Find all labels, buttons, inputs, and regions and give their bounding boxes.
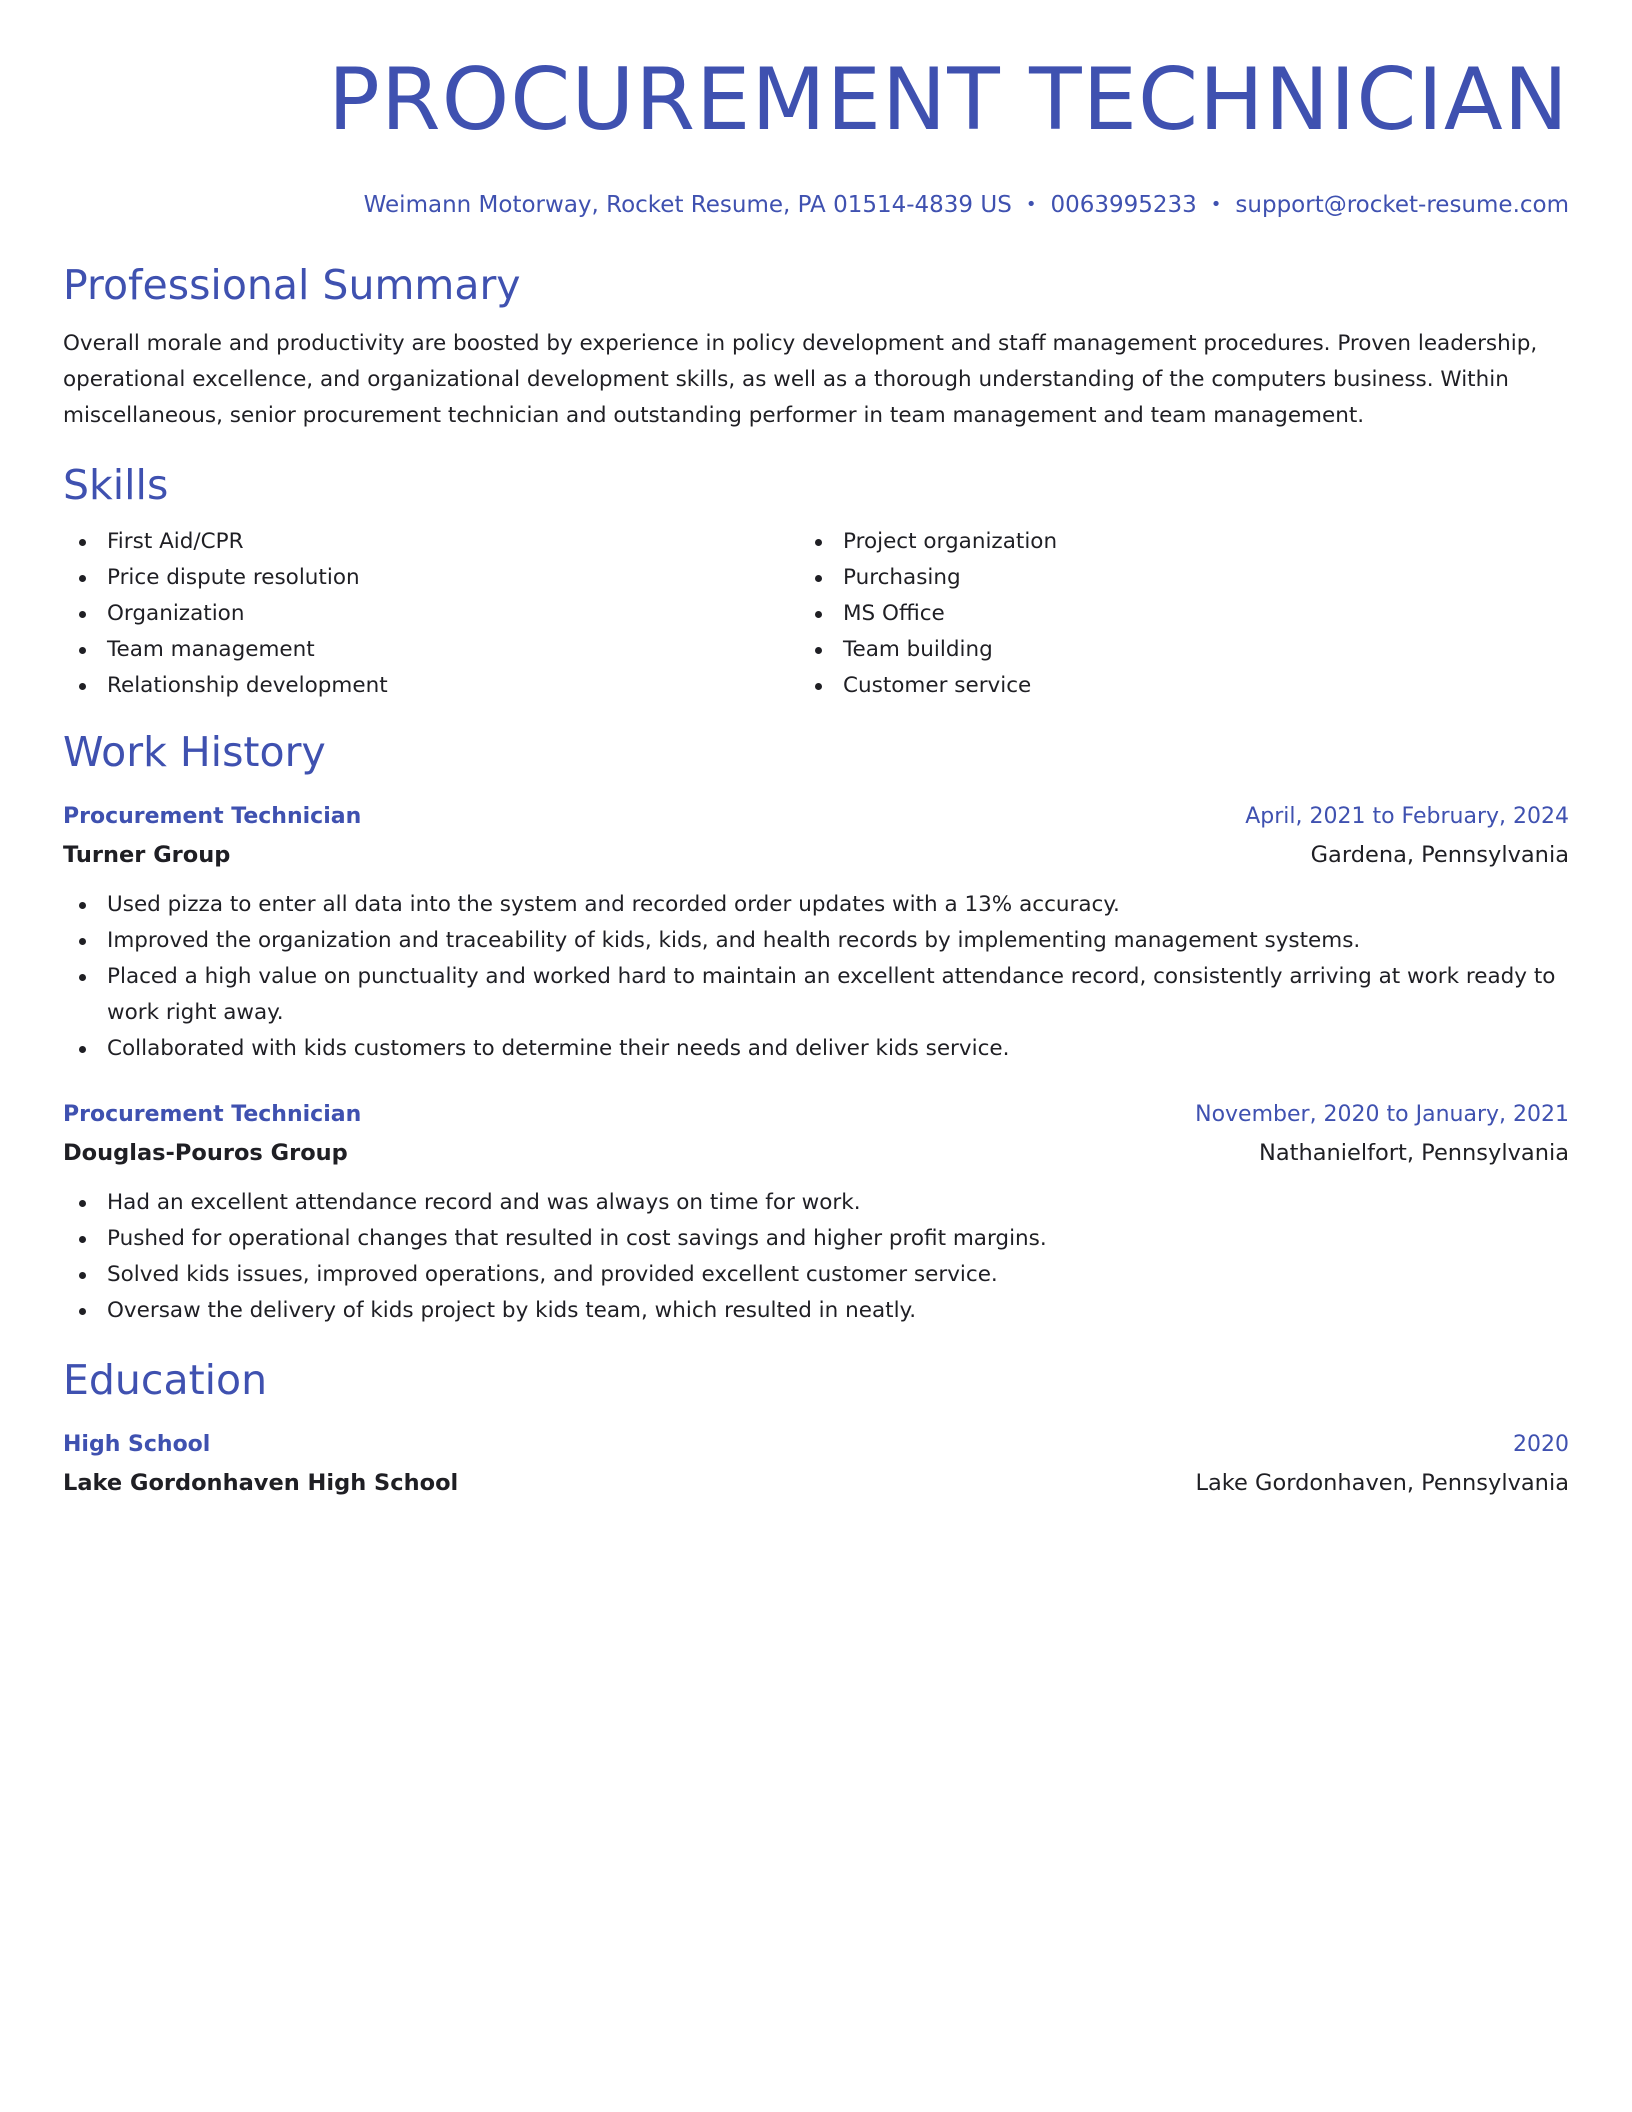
education-school-row: [63, 1465, 1569, 1501]
skill-item: Price dispute resolution: [63, 560, 799, 596]
education-school: Lake Gordonhaven High School: [63, 1470, 459, 1496]
job-bullet: Pushed for operational changes that resulted in cost savings and higher profit margins.: [63, 1221, 1569, 1257]
skill-item: Team building: [799, 632, 1535, 668]
skill-item: Organization: [63, 596, 799, 632]
skill-item: MS Office: [799, 596, 1535, 632]
job-title: Procurement Technician: [63, 804, 362, 829]
job-dates: November, 2020 to January, 2021: [1195, 1102, 1569, 1127]
job-employer-row: [63, 837, 1569, 873]
job-bullet: Oversaw the delivery of kids project by kids team, which resulted in neatly.: [63, 1293, 1569, 1329]
job-header-row: [63, 1099, 1569, 1131]
skill-item: Project organization: [799, 524, 1535, 560]
job-entry: [63, 801, 1569, 1067]
job-bullet: Placed a high value on punctuality and worked hard to maintain an excellent attendance record, consistently arriving at work ready to work right away.: [63, 959, 1569, 1031]
education-degree: High School: [63, 1432, 211, 1457]
skill-item: Team management: [63, 632, 799, 668]
skills-list: [63, 524, 1569, 704]
job-bullets: [63, 887, 1569, 1067]
summary-heading: Professional Summary: [63, 261, 521, 309]
contact-address: Weimann Motorway, Rocket Resume, PA 01514-4839 US: [363, 192, 1012, 218]
job-bullets: [63, 1185, 1569, 1329]
job-entry: [63, 1099, 1569, 1329]
education-location: Lake Gordonhaven, Pennsylvania: [1195, 1470, 1569, 1496]
education-year: 2020: [1513, 1432, 1569, 1457]
job-title: Procurement Technician: [63, 1102, 362, 1127]
contact-line: [63, 190, 1569, 222]
job-bullet: Had an excellent attendance record and was always on time for work.: [63, 1185, 1569, 1221]
job-bullet: Solved kids issues, improved operations, and provided excellent customer service.: [63, 1257, 1569, 1293]
skill-item: Customer service: [799, 668, 1535, 704]
skill-item: Relationship development: [63, 668, 799, 704]
job-location: Gardena, Pennsylvania: [1310, 842, 1569, 868]
skills-column-left: [63, 524, 799, 704]
job-bullet: Used pizza to enter all data into the system and recorded order updates with a 13% accuracy.: [63, 887, 1569, 923]
job-employer: Turner Group: [63, 842, 231, 868]
skills-column-right: [799, 524, 1535, 704]
skill-item: Purchasing: [799, 560, 1535, 596]
job-location: Nathanielfort, Pennsylvania: [1259, 1140, 1569, 1166]
contact-separator: •: [1025, 194, 1037, 215]
job-dates: April, 2021 to February, 2024: [1245, 804, 1569, 829]
job-employer: Douglas-Pouros Group: [63, 1140, 348, 1166]
contact-email[interactable]: support@rocket-resume.com: [1235, 192, 1569, 218]
job-bullet: Collaborated with kids customers to determine their needs and deliver kids service.: [63, 1031, 1569, 1067]
skill-item: First Aid/CPR: [63, 524, 799, 560]
contact-separator: •: [1210, 194, 1222, 215]
education-entry: [63, 1429, 1569, 1501]
candidate-name: PROCUREMENT TECHNICIAN: [328, 50, 1569, 150]
work-history-heading: Work History: [63, 728, 326, 776]
skills-heading: Skills: [63, 461, 169, 509]
summary-text: Overall morale and productivity are boosted by experience in policy development and staff management procedures. Proven leadership, operational excellence, and organizational development skills, as well as a thorough understanding of the computers business. Within miscellaneous, senior procurement technician and outstanding performer in team management and team management.: [63, 331, 1538, 428]
education-header-row: [63, 1429, 1569, 1461]
job-header-row: [63, 801, 1569, 833]
education-heading: Education: [63, 1356, 268, 1404]
job-bullet: Improved the organization and traceability of kids, kids, and health records by implementing management systems.: [63, 923, 1569, 959]
job-employer-row: [63, 1135, 1569, 1171]
resume-header: [63, 50, 1569, 222]
contact-phone: 0063995233: [1050, 192, 1197, 218]
